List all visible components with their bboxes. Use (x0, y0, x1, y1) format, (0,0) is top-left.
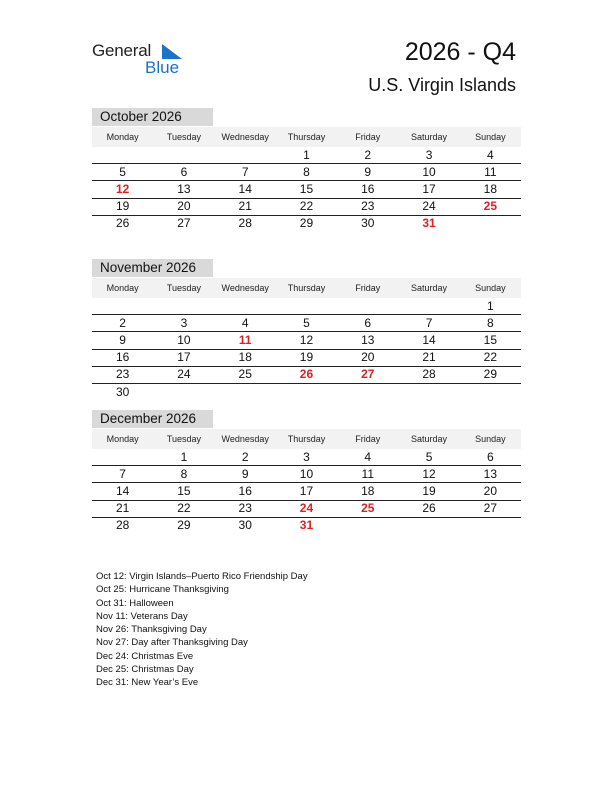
day-cell: 12 (398, 466, 459, 483)
day-cell: 21 (215, 198, 276, 215)
week-row (92, 198, 521, 215)
weekday-header: Tuesday (166, 132, 202, 142)
weekday-header: Tuesday (166, 434, 202, 444)
day-cell: 10 (398, 164, 459, 181)
month-december (92, 410, 521, 534)
day-cell: 14 (215, 181, 276, 198)
weekday-header: Saturday (411, 132, 448, 142)
empty-day-cell (460, 383, 521, 400)
day-cell: 23 (215, 500, 276, 517)
week-row (92, 215, 521, 232)
day-cell: 27 (337, 366, 398, 383)
weekday-header: Monday (106, 132, 139, 142)
empty-day-cell (276, 383, 337, 400)
day-cell: 26 (398, 500, 459, 517)
month-november (92, 259, 521, 400)
day-cell: 7 (92, 466, 153, 483)
day-cell: 3 (276, 449, 337, 466)
weekday-header-row (92, 278, 521, 298)
day-cell: 9 (337, 164, 398, 181)
day-cell: 5 (276, 315, 337, 332)
day-cell: 11 (215, 332, 276, 349)
day-cell: 17 (153, 349, 214, 366)
day-cell: 30 (238, 518, 252, 533)
empty-day-cell (153, 383, 214, 400)
weekday-header: Saturday (411, 434, 448, 444)
month-october (92, 108, 521, 232)
day-cell: 26 (276, 366, 337, 383)
logo-word-general: General (92, 41, 152, 60)
holiday-note: Dec 24: Christmas Eve (96, 650, 194, 662)
day-cell: 14 (92, 483, 153, 500)
day-cell: 8 (460, 315, 521, 332)
empty-day-cell (337, 383, 398, 400)
holiday-note: Dec 31: New Year’s Eve (96, 677, 199, 689)
empty-day-cell (215, 383, 276, 400)
empty-day-cell (460, 215, 521, 232)
day-cell: 8 (153, 466, 214, 483)
day-cell: 13 (337, 332, 398, 349)
day-cell: 6 (153, 164, 214, 181)
day-cell: 27 (460, 500, 521, 517)
empty-day-cell (276, 298, 337, 315)
week-row (92, 500, 521, 517)
day-cell: 11 (337, 466, 398, 483)
empty-day-cell (398, 383, 459, 400)
empty-day-cell (398, 298, 459, 315)
empty-day-cell (92, 147, 153, 164)
day-cell: 5 (92, 164, 153, 181)
holiday-note: Nov 11: Veterans Day (96, 610, 188, 622)
day-cell: 1 (276, 147, 337, 164)
weekday-header: Sunday (475, 283, 506, 293)
week-row (92, 449, 521, 466)
day-cell: 31 (422, 216, 436, 231)
day-cell: 22 (276, 198, 337, 215)
day-cell: 19 (92, 198, 153, 215)
day-cell: 22 (460, 349, 521, 366)
day-cell: 3 (398, 147, 459, 164)
day-cell: 12 (92, 181, 153, 198)
holiday-note: Nov 26: Thanksgiving Day (96, 624, 207, 636)
day-cell: 21 (92, 500, 153, 517)
weekday-header: Sunday (475, 434, 506, 444)
day-cell: 29 (460, 366, 521, 383)
day-cell: 18 (215, 349, 276, 366)
day-cell: 5 (398, 449, 459, 466)
day-cell: 17 (276, 483, 337, 500)
month-grid (92, 429, 521, 534)
day-cell: 7 (215, 164, 276, 181)
day-cell: 2 (92, 315, 153, 332)
day-cell: 23 (92, 366, 153, 383)
empty-day-cell (153, 147, 214, 164)
day-cell: 31 (299, 518, 314, 533)
day-cell: 16 (337, 181, 398, 198)
brand-logo (92, 41, 192, 77)
day-cell: 4 (215, 315, 276, 332)
day-cell: 9 (92, 332, 153, 349)
day-cell: 2 (215, 449, 276, 466)
day-cell: 25 (460, 198, 521, 215)
day-cell: 21 (398, 349, 459, 366)
day-cell: 14 (398, 332, 459, 349)
day-cell: 15 (460, 332, 521, 349)
day-cell: 29 (299, 216, 314, 231)
day-cell: 10 (153, 332, 214, 349)
day-cell: 1 (153, 449, 214, 466)
day-cell: 18 (460, 181, 521, 198)
day-cell: 16 (215, 483, 276, 500)
weekday-header: Monday (106, 434, 139, 444)
weekday-header: Sunday (475, 132, 506, 142)
empty-day-cell (92, 449, 153, 466)
holiday-note: Oct 12: Virgin Islands–Puerto Rico Friendship Day (96, 571, 308, 582)
day-cell: 3 (153, 315, 214, 332)
week-row (92, 298, 521, 315)
day-cell: 15 (276, 181, 337, 198)
day-cell: 8 (276, 164, 337, 181)
empty-day-cell (215, 147, 276, 164)
week-row (92, 383, 521, 400)
empty-day-cell (460, 517, 521, 534)
month-label: October 2026 (92, 108, 213, 126)
week-row (92, 181, 521, 198)
day-cell: 10 (276, 466, 337, 483)
weekday-header: Saturday (411, 283, 448, 293)
day-cell: 18 (337, 483, 398, 500)
day-cell: 30 (361, 216, 375, 231)
day-cell: 25 (215, 366, 276, 383)
day-cell: 7 (398, 315, 459, 332)
day-cell: 24 (153, 366, 214, 383)
day-cell: 16 (92, 349, 153, 366)
weekday-header: Thursday (287, 132, 326, 142)
empty-day-cell (398, 517, 459, 534)
week-row (92, 466, 521, 483)
weekday-header-row (92, 429, 521, 449)
weekday-header: Wednesday (221, 283, 269, 293)
weekday-header: Friday (355, 132, 381, 142)
day-cell: 28 (238, 216, 252, 231)
day-cell: 24 (276, 500, 337, 517)
day-cell: 20 (460, 483, 521, 500)
day-cell: 20 (337, 349, 398, 366)
day-cell: 1 (460, 298, 521, 315)
logo-word-blue: Blue (145, 58, 180, 77)
weekday-header: Tuesday (166, 283, 202, 293)
day-cell: 6 (337, 315, 398, 332)
weekday-header: Monday (106, 283, 139, 293)
holiday-notes-list (96, 570, 308, 690)
logo-triangle-icon (162, 44, 182, 59)
day-cell: 20 (153, 198, 214, 215)
holiday-note: Dec 25: Christmas Day (96, 664, 194, 676)
week-row (92, 349, 521, 366)
region-subtitle: U.S. Virgin Islands (368, 75, 516, 95)
empty-day-cell (337, 517, 398, 534)
day-cell: 28 (398, 366, 459, 383)
day-cell: 13 (460, 466, 521, 483)
weekday-header: Wednesday (221, 132, 269, 142)
day-cell: 4 (460, 147, 521, 164)
weekday-header: Thursday (287, 434, 326, 444)
week-row (92, 366, 521, 383)
month-grid (92, 278, 521, 400)
week-row (92, 332, 521, 349)
month-label: December 2026 (92, 410, 213, 428)
empty-day-cell (92, 298, 153, 315)
day-cell: 29 (177, 518, 191, 533)
day-cell: 6 (460, 449, 521, 466)
day-cell: 2 (337, 147, 398, 164)
week-row (92, 147, 521, 164)
day-cell: 27 (177, 216, 191, 231)
weekday-header: Friday (355, 434, 381, 444)
week-row (92, 315, 521, 332)
page-title: 2026 - Q4 (404, 38, 516, 66)
day-cell: 26 (115, 216, 130, 231)
weekday-header-row (92, 127, 521, 147)
weekday-header: Thursday (287, 283, 326, 293)
holiday-note: Nov 27: Day after Thanksgiving Day (96, 637, 248, 649)
day-cell: 30 (115, 384, 130, 399)
day-cell: 22 (153, 500, 214, 517)
day-cell: 19 (276, 349, 337, 366)
week-row (92, 483, 521, 500)
day-cell: 11 (460, 164, 521, 181)
week-row (92, 517, 521, 534)
weekday-header: Friday (355, 283, 381, 293)
empty-day-cell (153, 298, 214, 315)
day-cell: 12 (276, 332, 337, 349)
day-cell: 17 (398, 181, 459, 198)
week-row (92, 164, 521, 181)
day-cell: 28 (115, 518, 130, 533)
empty-day-cell (337, 298, 398, 315)
weekday-header: Wednesday (221, 434, 269, 444)
day-cell: 15 (153, 483, 214, 500)
day-cell: 24 (398, 198, 459, 215)
empty-day-cell (215, 298, 276, 315)
day-cell: 19 (398, 483, 459, 500)
day-cell: 25 (337, 500, 398, 517)
month-grid (92, 127, 521, 232)
holiday-note: Oct 25: Hurricane Thanksgiving (96, 584, 229, 596)
day-cell: 23 (337, 198, 398, 215)
month-label: November 2026 (92, 259, 213, 277)
day-cell: 13 (153, 181, 214, 198)
day-cell: 9 (215, 466, 276, 483)
holiday-note: Oct 31: Halloween (96, 597, 174, 609)
day-cell: 4 (337, 449, 398, 466)
